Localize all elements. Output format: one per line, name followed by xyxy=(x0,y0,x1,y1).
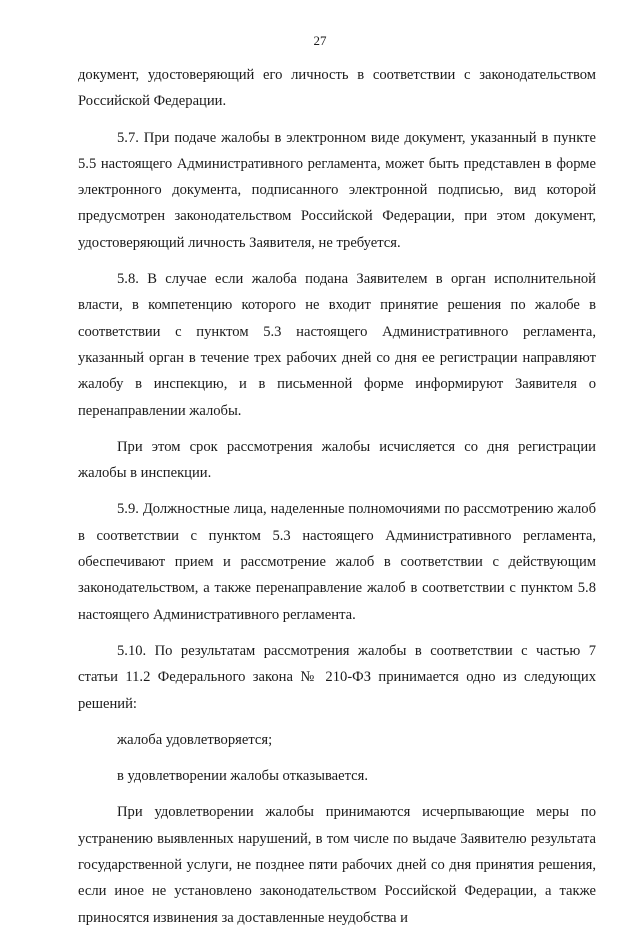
paragraph: 5.8. В случае если жалоба подана Заявителем в орган исполнительной власти, в компетенцию которого не входит принятие решения по жалобе в соответствии с пунктом 5.3 настоящего Административного регламента, указанный орган в течение трех рабочих дней со дня ее регистрации направляют жалобу в инспекцию, и в письменной форме информируют Заявителя о перенаправлении жалобы. xyxy=(78,271,596,419)
paragraph: в удовлетворении жалобы отказывается. xyxy=(117,768,369,785)
document-body xyxy=(78,62,596,931)
paragraph: документ, удостоверяющий его личность в соответствии с законодательством Российской Федерации. xyxy=(78,67,596,110)
page-number: 27 xyxy=(313,33,327,48)
paragraph: 5.10. По результатам рассмотрения жалобы в соответствии с частью 7 статьи 11.2 Федерального закона № 210-ФЗ принимается одно из следующих решений: xyxy=(78,642,596,712)
paragraph: При этом срок рассмотрения жалобы исчисляется со дня регистрации жалобы в инспекции. xyxy=(78,438,596,482)
paragraph: 5.7. При подаче жалобы в электронном виде документ, указанный в пункте 5.5 настоящего Административного регламента, может быть представлен в форме электронного документа, подписанного электронной подписью, вид которой предусмотрен законодательством Российской Федерации, при этом документ, удостоверяющий личность Заявителя, не требуется. xyxy=(78,129,596,251)
paragraph: При удовлетворении жалобы принимаются исчерпывающие меры по устранению выявленных нарушений, в том числе по выдаче Заявителю результата государственной услуги, не позднее пяти рабочих дней со дня принятия решения, если иное не установлено законодательством Российской Федерации, а также приносятся извинения за доставленные неудобства и xyxy=(78,804,596,926)
paragraph: 5.9. Должностные лица, наделенные полномочиями по рассмотрению жалоб в соответствии с пунктом 5.3 настоящего Административного регламента, обеспечивают прием и рассмотрение жалоб в соответствии с действующим законодательством, а также перенаправление жалоб в соответствии с пунктом 5.8 настоящего Административного регламента. xyxy=(78,501,596,623)
paragraph: жалоба удовлетворяется; xyxy=(117,731,273,748)
